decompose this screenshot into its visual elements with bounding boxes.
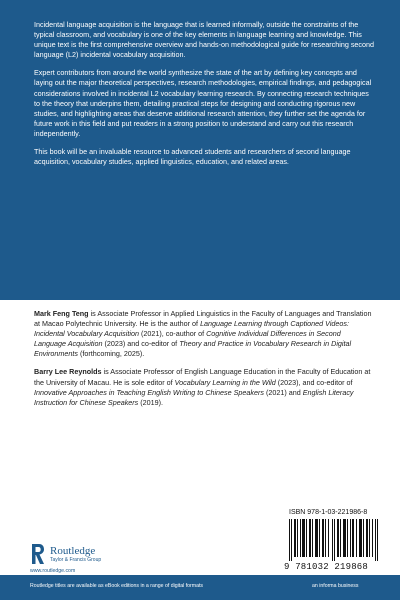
bio-text: is Associate Professor of English Language Education in the Faculty of Education at the University of Macau. He is sole editor of <box>34 367 371 387</box>
bio-text: (2019). <box>138 397 164 407</box>
bio-text: (forthcoming, 2025). <box>77 349 145 359</box>
bio-text: (2021), co-author of <box>138 329 207 339</box>
book-title: Vocabulary Learning in the Wild <box>174 377 276 387</box>
book-title: Theory and Practice in Vocabulary Research in Digital Environments <box>34 339 352 359</box>
bio-text: (2023) and co-editor of <box>102 339 180 349</box>
publisher-url: www.routledge.com <box>30 568 76 574</box>
publisher-name: Routledge <box>50 545 96 557</box>
book-title: Cognitive Individual Differences in Second Language Acquisition <box>34 329 341 349</box>
publisher-logo <box>30 542 101 566</box>
author-bios <box>34 309 374 416</box>
book-title: Language Learning through Captioned Videos: Incidental Vocabulary Acquisition <box>34 319 349 339</box>
book-title: English Literacy Instruction for Chinese Speakers <box>34 387 354 407</box>
footer-bar <box>0 575 400 600</box>
book-title: Innovative Approaches in Teaching English Writing to Chinese Speakers <box>34 387 264 397</box>
bio-text: (2023), and co-editor of <box>275 377 353 387</box>
blurb-paragraph: Incidental language acquisition is the language that is learned informally, outside the constraints of the typical classroom, and vocabulary is one of the key elements in language learning and knowledge. This unique text is the first comprehensive overview and hands-on methodological guide for researching second language (L2) incidental vocabulary acquisition. <box>34 20 375 60</box>
publisher-group: Taylor & Francis Group <box>50 557 102 563</box>
isbn-barcode <box>281 507 387 575</box>
barcode-icon <box>289 519 379 561</box>
author-name: Mark Feng Teng <box>34 309 89 318</box>
informa-tagline: an informa business <box>312 583 359 589</box>
bio-text: is Associate Professor in Applied Linguistics in the Faculty of Languages and Translation at Macao Polytechnic University. He is the author of <box>34 309 372 329</box>
book-blurb <box>34 20 374 175</box>
ebook-note: Routledge titles are available as eBook editions in a range of digital formats <box>30 583 204 589</box>
bio-reynolds <box>34 367 374 407</box>
bio-text: (2021) and <box>264 387 303 397</box>
author-name: Barry Lee Reynolds <box>34 367 102 377</box>
isbn-label: ISBN 978-1-03-221986-8 <box>289 509 368 516</box>
bio-teng <box>34 309 374 359</box>
isbn-digits: 9 781032 219868 <box>284 562 369 572</box>
routledge-r-logo-icon <box>30 542 46 566</box>
publisher-text <box>50 545 101 563</box>
blurb-paragraph: This book will be an invaluable resource to advanced students and researchers of second language acquisition, vocabulary studies, applied linguistics, education, and related areas. <box>34 147 351 167</box>
author-bio-panel <box>0 300 400 600</box>
blurb-paragraph: Expert contributors from around the world synthesize the state of the art by defining key concepts and laying out the major theoretical perspectives, research methodologies, empirical findings, and pedagogical considerations involved in incidental L2 vocabulary learning research. By connecting research techniques to the theory that underpins them, detailing practical steps for designing and conducting rigorous new studies, and highlighting areas that deserve additional research attention, they further set the agenda for future work in this field and put readers in a strong position to understand and carry out this research independently. <box>34 68 372 138</box>
